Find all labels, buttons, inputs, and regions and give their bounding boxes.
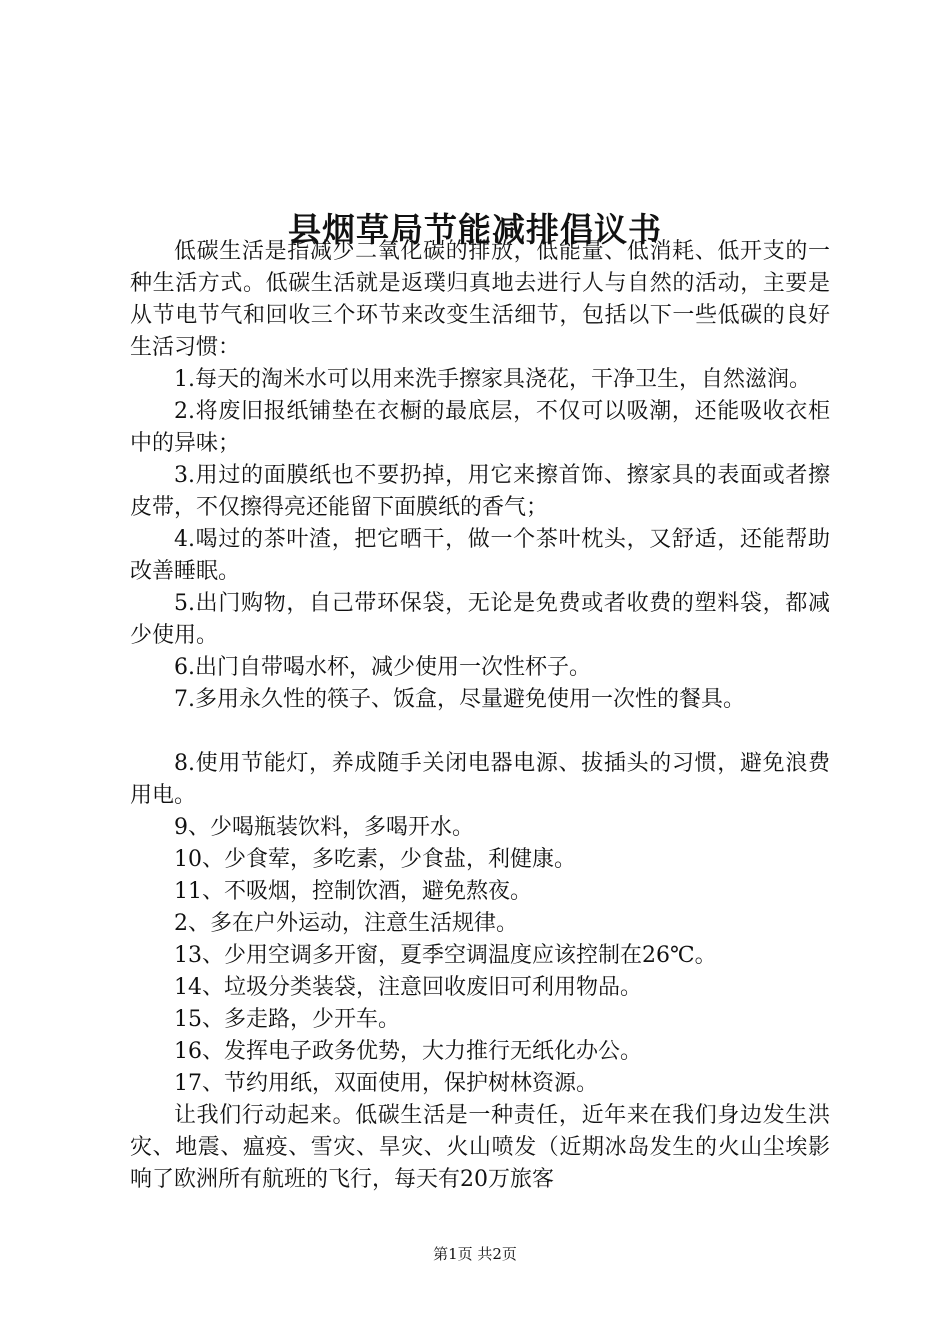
list-item: 1.每天的淘米水可以用来洗手擦家具浇花，干净卫生，自然滋润。 [174, 367, 811, 392]
list-item: 2.将废旧报纸铺垫在衣橱的最底层，不仅可以吸潮，还能吸收衣柜中的异味； [130, 399, 830, 456]
list-item: 6.出门自带喝水杯，减少使用一次性杯子。 [174, 655, 591, 680]
list-item: 13、少用空调多开窗，夏季空调温度应该控制在26℃。 [174, 943, 717, 968]
list-item: 3.用过的面膜纸也不要扔掉，用它来擦首饰、擦家具的表面或者擦皮带，不仅擦得亮还能留下面膜纸的香气； [130, 463, 830, 520]
page-footer: 第1页 共2页 [433, 1245, 517, 1263]
list-item: 9、少喝瓶装饮料，多喝开水。 [174, 815, 474, 840]
list-item: 7.多用永久性的筷子、饭盒，尽量避免使用一次性的餐具。 [174, 687, 745, 712]
list-item: 10、少食荤，多吃素，少食盐，利健康。 [174, 847, 576, 872]
list-item: 17、节约用纸，双面使用，保护树林资源。 [174, 1071, 598, 1096]
intro-paragraph: 低碳生活是指减少二氧化碳的排放，低能量、低消耗、低开支的一种生活方式。低碳生活就是返璞归真地去进行人与自然的活动，主要是从节电节气和回收三个环节来改变生活细节，包括以下一些低碳的良好生活习惯： [130, 239, 830, 360]
list-item: 11、不吸烟，控制饮酒，避免熬夜。 [174, 879, 532, 904]
list-item: 14、垃圾分类装袋，注意回收废旧可利用物品。 [174, 975, 642, 1000]
document-title: 县烟草局节能减排倡议书 [288, 210, 662, 250]
list-item: 5.出门购物，自己带环保袋，无论是免费或者收费的塑料袋，都减少使用。 [130, 591, 830, 648]
document-body [130, 236, 830, 1196]
list-item: 16、发挥电子政务优势，大力推行无纸化办公。 [174, 1039, 642, 1064]
closing-paragraph: 让我们行动起来。低碳生活是一种责任，近年来在我们身边发生洪灾、地震、瘟疫、雪灾、旱灾、火山喷发（近期冰岛发生的火山尘埃影响了欧洲所有航班的飞行，每天有20万旅客 [130, 1103, 830, 1192]
list-item: 2、多在户外运动，注意生活规律。 [174, 911, 518, 936]
list-item: 8.使用节能灯，养成随手关闭电器电源、拔插头的习惯，避免浪费用电。 [130, 751, 830, 808]
list-item: 4.喝过的茶叶渣，把它晒干，做一个茶叶枕头，又舒适，还能帮助改善睡眠。 [130, 527, 830, 584]
list-item: 15、多走路，少开车。 [174, 1007, 400, 1032]
